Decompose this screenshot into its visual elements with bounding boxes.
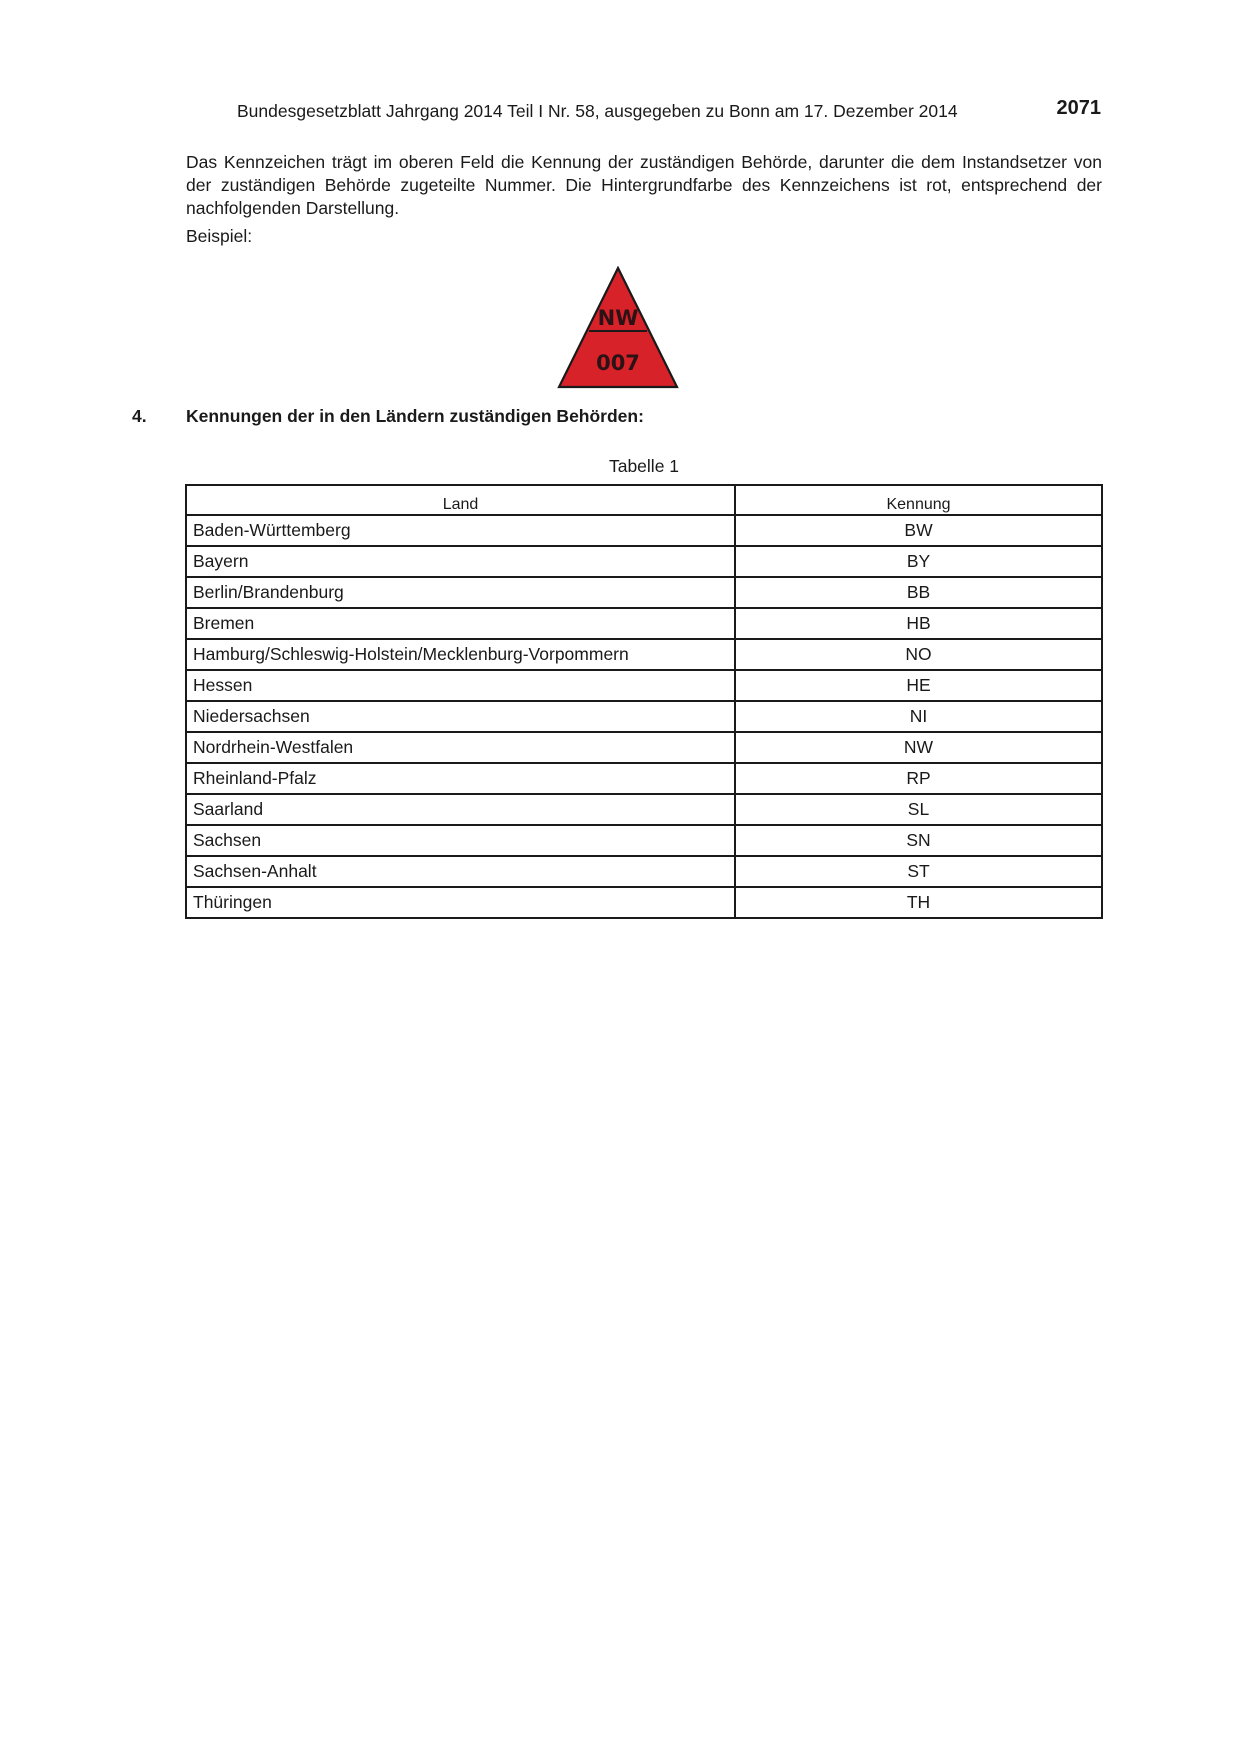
column-header-land: Land [186, 485, 735, 515]
running-header [237, 97, 1101, 122]
land-cell: Berlin/Brandenburg [186, 577, 735, 608]
intro-paragraph: Das Kennzeichen trägt im oberen Feld die Kennung der zuständigen Behörde, darunter die dem Instandsetzer von der zuständigen Behörde zugeteilte Nummer. Die Hintergrundfarbe des Kennzeichens ist rot, entsprechend der nachfolgenden Darstellung. [186, 152, 1102, 218]
land-cell: Niedersachsen [186, 701, 735, 732]
table-row [186, 701, 1102, 732]
kennung-cell: NI [735, 701, 1102, 732]
table-row [186, 794, 1102, 825]
land-cell: Rheinland-Pfalz [186, 763, 735, 794]
kennung-cell: BY [735, 546, 1102, 577]
table-row [186, 577, 1102, 608]
table-row [186, 763, 1102, 794]
land-cell: Sachsen-Anhalt [186, 856, 735, 887]
kennung-cell: HE [735, 670, 1102, 701]
table-caption: Tabelle 1 [608, 456, 680, 476]
page-number: 2071 [1056, 97, 1101, 119]
example-label: Beispiel: [186, 226, 253, 246]
land-cell: Thüringen [186, 887, 735, 918]
table-body [186, 515, 1102, 918]
land-cell: Sachsen [186, 825, 735, 856]
kennung-cell: NW [735, 732, 1102, 763]
land-cell: Hamburg/Schleswig-Holstein/Mecklenburg-Vorpommern [186, 639, 735, 670]
kennung-cell: HB [735, 608, 1102, 639]
section-title: Kennungen der in den Ländern zuständigen Behörden: [186, 406, 644, 426]
kennung-cell: SN [735, 825, 1102, 856]
kennung-cell: TH [735, 887, 1102, 918]
column-header-kennung: Kennung [735, 485, 1102, 515]
section-number: 4. [132, 406, 147, 426]
table-row [186, 856, 1102, 887]
table-row [186, 670, 1102, 701]
land-cell: Baden-Württemberg [186, 515, 735, 546]
kennung-cell: RP [735, 763, 1102, 794]
table-row [186, 639, 1102, 670]
kennung-cell: BB [735, 577, 1102, 608]
table-header-row [186, 485, 1102, 515]
authority-codes-table [185, 484, 1103, 919]
kennung-cell: NO [735, 639, 1102, 670]
land-cell: Saarland [186, 794, 735, 825]
kennung-cell: SL [735, 794, 1102, 825]
table-row [186, 608, 1102, 639]
repair-shop-sign [557, 266, 679, 389]
section-heading [132, 405, 644, 428]
land-cell: Hessen [186, 670, 735, 701]
land-cell: Bayern [186, 546, 735, 577]
table-row [186, 515, 1102, 546]
table-row [186, 546, 1102, 577]
table-row [186, 887, 1102, 918]
kennung-cell: ST [735, 856, 1102, 887]
table-row [186, 732, 1102, 763]
land-cell: Nordrhein-Westfalen [186, 732, 735, 763]
land-cell: Bremen [186, 608, 735, 639]
table-row [186, 825, 1102, 856]
sign-top-text: NW [597, 306, 639, 330]
kennung-cell: BW [735, 515, 1102, 546]
running-title: Bundesgesetzblatt Jahrgang 2014 Teil I Nr. 58, ausgegeben zu Bonn am 17. Dezember 2014 [237, 101, 958, 121]
sign-bottom-text: 007 [596, 351, 640, 375]
